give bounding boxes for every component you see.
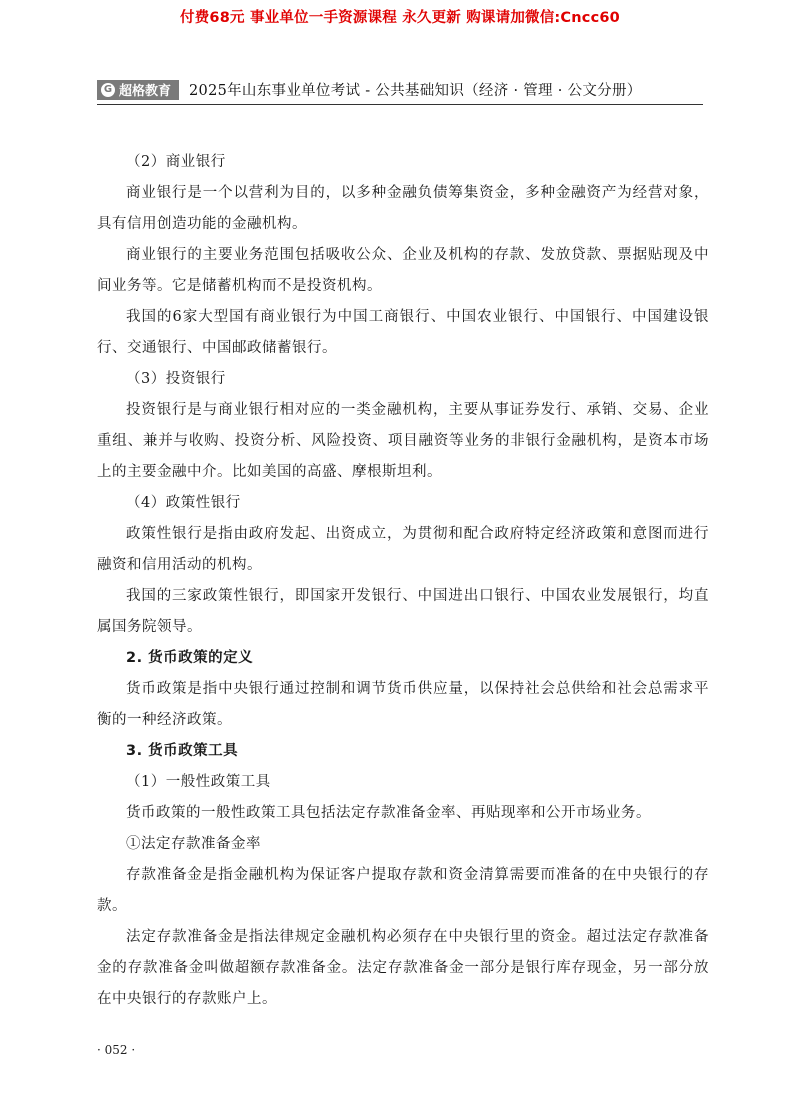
- section-heading-bold: 3. 货币政策工具: [126, 743, 239, 759]
- paragraph: 货币政策的一般性政策工具包括法定存款准备金率、再贴现率和公开市场业务。: [126, 805, 651, 821]
- section-heading: （1）一般性政策工具: [126, 774, 271, 790]
- paragraph: 货币政策是指中央银行通过控制和调节货币供应量，以保持社会总供给和社会总需求平衡的一种经济政策。: [97, 681, 709, 728]
- logo-mark-icon: G: [101, 83, 115, 97]
- paragraph: 政策性银行是指由政府发起、出资成立，为贯彻和配合政府特定经济政策和意图而进行融资和信用活动的机构。: [97, 526, 709, 573]
- brand-logo: [97, 80, 179, 100]
- header-divider: [97, 104, 703, 105]
- logo-text: 超格教育: [119, 84, 172, 99]
- paragraph: 我国的三家政策性银行，即国家开发银行、中国进出口银行、中国农业发展银行，均直属国务院领导。: [97, 588, 709, 635]
- section-heading: （3）投资银行: [126, 371, 226, 387]
- section-heading-bold: 2. 货币政策的定义: [126, 650, 254, 666]
- section-heading: （4）政策性银行: [126, 495, 241, 511]
- page-content: [97, 147, 709, 1015]
- paragraph: 法定存款准备金是指法律规定金融机构必须存在中央银行里的资金。超过法定存款准备金的存款准备金叫做超额存款准备金。法定存款准备金一部分是银行库存现金，另一部分放在中央银行的存款账户上。: [97, 929, 709, 1007]
- section-heading: （2）商业银行: [126, 154, 226, 170]
- page-number: · 052 ·: [97, 1043, 136, 1057]
- section-heading: ①法定存款准备金率: [126, 836, 261, 852]
- paragraph: 商业银行是一个以营利为目的，以多种金融负债筹集资金，多种金融资产为经营对象，具有信用创造功能的金融机构。: [97, 185, 709, 232]
- paragraph: 商业银行的主要业务范围包括吸收公众、企业及机构的存款、发放贷款、票据贴现及中间业务等。它是储蓄机构而不是投资机构。: [97, 247, 709, 294]
- paragraph: 我国的6家大型国有商业银行为中国工商银行、中国农业银行、中国银行、中国建设银行、交通银行、中国邮政储蓄银行。: [97, 309, 709, 356]
- paragraph: 投资银行是与商业银行相对应的一类金融机构，主要从事证券发行、承销、交易、企业重组、兼并与收购、投资分析、风险投资、项目融资等业务的非银行金融机构，是资本市场上的主要金融中介。比如美国的高盛、摩根斯坦利。: [97, 402, 709, 480]
- paragraph: 存款准备金是指金融机构为保证客户提取存款和资金清算需要而准备的在中央银行的存款。: [97, 867, 709, 914]
- watermark-banner: 付费68元 事业单位一手资源课程 永久更新 购课请加微信:Cncc60: [180, 10, 620, 26]
- header-title: 2025年山东事业单位考试 - 公共基础知识（经济 · 管理 · 公文分册）: [189, 83, 642, 99]
- page-header: [97, 79, 642, 100]
